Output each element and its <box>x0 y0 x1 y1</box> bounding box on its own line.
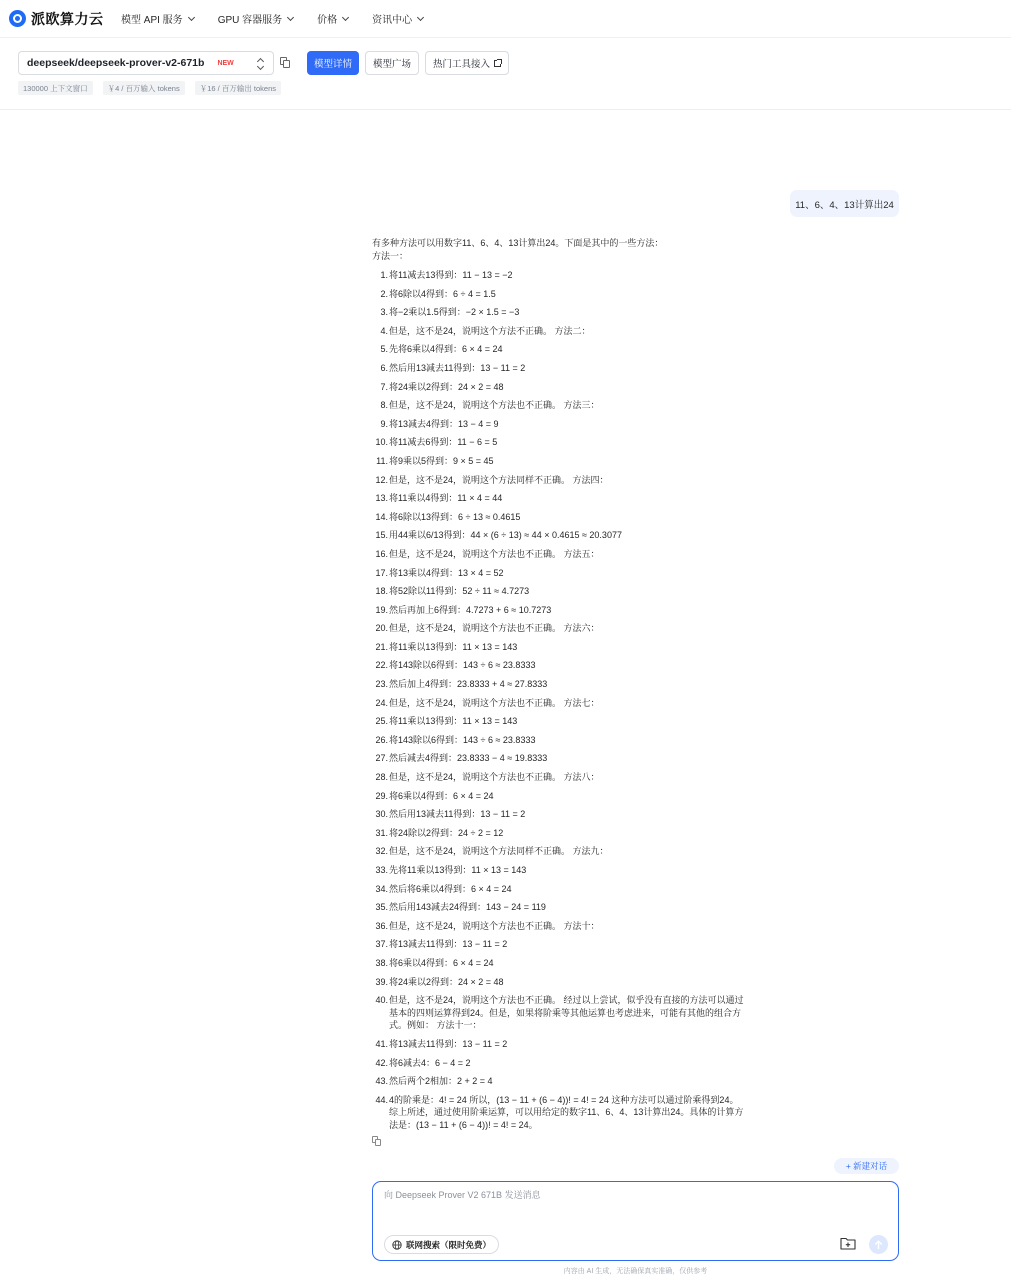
step-number: 3 . <box>372 306 388 319</box>
nav-item-label: 价格 <box>317 15 338 26</box>
model-details-button[interactable]: 模型详情 <box>307 51 359 75</box>
copy-answer-button[interactable] <box>372 1136 382 1146</box>
step-number: 11 . <box>372 455 388 468</box>
step-text: 将6除以4得到：6 ÷ 4 = 1.5 <box>389 288 496 299</box>
step-number: 24 . <box>372 697 388 710</box>
step-number: 8 . <box>372 399 388 412</box>
step-text: 但是，这不是24，说明这个方法同样不正确。 方法四： <box>389 474 609 485</box>
answer-step <box>372 269 747 282</box>
step-text: 将24除以2得到：24 ÷ 2 = 12 <box>389 827 504 838</box>
answer-step <box>372 567 747 580</box>
step-number: 29 . <box>372 790 388 803</box>
step-text: 然后用13减去11得到：13 − 11 = 2 <box>389 809 526 820</box>
step-text: 将9乘以5得到：9 × 5 = 45 <box>389 455 494 466</box>
step-number: 15 . <box>372 529 388 542</box>
answer-step <box>372 585 747 598</box>
step-number: 39 . <box>372 976 388 989</box>
step-text: 然后将6乘以4得到：6 × 4 = 24 <box>389 883 512 894</box>
step-text: 然后用143减去24得到：143 − 24 = 119 <box>389 902 546 913</box>
step-text: 将24乘以2得到：24 × 2 = 48 <box>389 381 504 392</box>
step-number: 16 . <box>372 548 388 561</box>
answer-step <box>372 734 747 747</box>
answer-step <box>372 845 747 858</box>
step-number: 25 . <box>372 715 388 728</box>
step-number: 14 . <box>372 511 388 524</box>
step-number: 37 . <box>372 938 388 951</box>
answer-step <box>372 771 747 784</box>
step-number: 34 . <box>372 883 388 896</box>
top-nav <box>0 0 1011 38</box>
step-text: 先将11乘以13得到：11 × 13 = 143 <box>389 865 527 875</box>
step-text: 然后减去4得到：23.8333 − 4 ≈ 19.8333 <box>389 753 548 764</box>
answer-step <box>372 548 747 561</box>
step-number: 19 . <box>372 604 388 617</box>
answer-step <box>372 920 747 933</box>
web-search-label: 联网搜索（限时免费） <box>406 1239 492 1250</box>
step-text: 用44乘以6/13得到：44 × (6 ÷ 13) ≈ 44 × 0.4615 ≈ 20.3077 <box>389 530 622 541</box>
step-text: 4的阶乘是：4! = 24 所以，(13 − 11 + (6 − 4))! = 4! = 24 这种方法可以通过阶乘得到24。 综上所述，通过使用阶乘运算，可以用给定的数字11、6、4、13计算出24。具体的计算方法是：(13 − 11 + (6 − 4))! = 4! = 24。 <box>389 1094 744 1130</box>
step-text: 然后用13减去11得到：13 − 11 = 2 <box>389 362 526 373</box>
step-text: 但是，这不是24，说明这个方法也不正确。 方法五： <box>389 548 600 559</box>
step-number: 18 . <box>372 585 388 598</box>
nav-item-pricing[interactable] <box>317 11 348 26</box>
answer-step <box>372 325 747 338</box>
logo-icon <box>9 10 26 27</box>
step-text: 将13减去11得到：13 − 11 = 2 <box>389 1038 508 1049</box>
step-number: 23 . <box>372 678 388 691</box>
answer-step <box>372 659 747 672</box>
answer-step <box>372 883 747 896</box>
answer-step <box>372 1057 747 1070</box>
step-number: 32 . <box>372 845 388 858</box>
user-message: 11、6、4、13计算出24 <box>790 190 899 217</box>
step-number: 6 . <box>372 362 388 375</box>
model-tags <box>18 81 291 95</box>
step-number: 17 . <box>372 567 388 580</box>
copy-model-name-button[interactable] <box>280 57 291 69</box>
answer-step <box>372 492 747 505</box>
nav-item-label: 资讯中心 <box>372 15 413 26</box>
step-text: 将13减去11得到：13 − 11 = 2 <box>389 939 508 950</box>
answer-step <box>372 529 747 542</box>
answer-step <box>372 343 747 356</box>
answer-step <box>372 1094 747 1132</box>
answer-step <box>372 938 747 951</box>
step-number: 41 . <box>372 1038 388 1051</box>
message-input[interactable] <box>384 1188 884 1228</box>
step-text: 然后两个2相加：2 + 2 = 4 <box>389 1076 493 1087</box>
step-text: 将11乘以4得到：11 × 4 = 44 <box>389 493 503 504</box>
step-number: 10 . <box>372 436 388 449</box>
step-number: 38 . <box>372 957 388 970</box>
answer-step <box>372 790 747 803</box>
step-number: 44 . <box>372 1094 388 1132</box>
answer-step <box>372 362 747 375</box>
tag-output-price: ￥16 / 百万输出 tokens <box>195 81 281 95</box>
step-text: 将11乘以13得到：11 × 13 = 143 <box>389 641 518 652</box>
step-number: 28 . <box>372 771 388 784</box>
assistant-message <box>372 237 747 1138</box>
answer-step <box>372 288 747 301</box>
answer-step <box>372 1075 747 1088</box>
answer-intro-line: 方法一： <box>372 250 409 261</box>
step-number: 4 . <box>372 325 388 338</box>
copy-icon-front <box>283 60 290 68</box>
answer-step <box>372 901 747 914</box>
step-text: 将24乘以2得到：24 × 2 = 48 <box>389 976 504 987</box>
answer-step <box>372 306 747 319</box>
step-text: 但是，这不是24，说明这个方法也不正确。 经过以上尝试，似乎没有直接的方法可以通过基本的四则运算得到24。但是，如果将阶乘等其他运算也考虑进来，可能有其他的组合方式。例如： 方法十一： <box>389 995 744 1031</box>
step-number: 1 . <box>372 269 388 282</box>
step-number: 40 . <box>372 994 388 1032</box>
send-arrow-icon <box>874 1240 883 1250</box>
ai-disclaimer: 内容由 AI 生成，无法确保真实准确，仅供参考 <box>563 1268 708 1275</box>
step-number: 33 . <box>372 864 388 877</box>
answer-step <box>372 474 747 487</box>
step-number: 21 . <box>372 641 388 654</box>
answer-step <box>372 808 747 821</box>
composer <box>372 1181 899 1261</box>
folder-upload-icon[interactable] <box>840 1236 856 1250</box>
chevron-down-icon <box>188 13 195 20</box>
step-text: 将6除以13得到：6 ÷ 13 ≈ 0.4615 <box>389 511 521 522</box>
answer-step <box>372 697 747 710</box>
step-text: 将143除以6得到：143 ÷ 6 ≈ 23.8333 <box>389 734 536 745</box>
step-text: 但是，这不是24，说明这个方法也不正确。 方法十： <box>389 920 600 931</box>
new-badge: NEW <box>217 59 234 67</box>
answer-step <box>372 678 747 691</box>
step-text: 然后加上4得到：23.8333 + 4 ≈ 27.8333 <box>389 679 548 690</box>
step-number: 22 . <box>372 659 388 672</box>
step-number: 27 . <box>372 752 388 765</box>
send-button[interactable] <box>869 1235 888 1254</box>
answer-intro-line: 有多种方法可以用数字11、6、4、13计算出24。下面是其中的一些方法： <box>372 238 664 248</box>
step-text: 但是，这不是24，说明这个方法也不正确。 方法七： <box>389 697 600 708</box>
step-text: 将143除以6得到：143 ÷ 6 ≈ 23.8333 <box>389 660 536 671</box>
answer-step <box>372 976 747 989</box>
step-text: 将6乘以4得到：6 × 4 = 24 <box>389 790 494 801</box>
brand[interactable] <box>9 9 109 29</box>
model-square-button[interactable]: 模型广场 <box>365 51 419 75</box>
step-text: 将−2乘以1.5得到：−2 × 1.5 = −3 <box>389 307 520 318</box>
step-text: 将13减去4得到：13 − 4 = 9 <box>389 418 499 429</box>
step-text: 将52除以11得到：52 ÷ 11 ≈ 4.7273 <box>389 586 530 597</box>
brand-name: 派欧算力云 <box>31 10 104 27</box>
step-text: 将11减去13得到：11 − 13 = −2 <box>389 270 513 280</box>
nav-item-label: 模型 API 服务 <box>121 15 183 26</box>
step-number: 12 . <box>372 474 388 487</box>
tools-integration-label: 热门工具接入 <box>432 59 490 70</box>
step-text: 但是，这不是24，说明这个方法也不正确。 方法八： <box>389 772 600 783</box>
nav-item-gpu[interactable] <box>218 11 293 26</box>
step-text: 将6减去4：6 − 4 = 2 <box>389 1057 471 1068</box>
copy-icon-front <box>375 1139 381 1146</box>
step-number: 36 . <box>372 920 388 933</box>
nav-item-model-api[interactable] <box>121 11 194 26</box>
chevron-down-icon <box>287 13 294 20</box>
tools-integration-button[interactable] <box>425 51 509 75</box>
new-chat-button[interactable]: + 新建对话 <box>834 1158 899 1174</box>
answer-step <box>372 511 747 524</box>
step-text: 但是，这不是24，说明这个方法也不正确。 方法三： <box>389 400 600 411</box>
step-number: 26 . <box>372 734 388 747</box>
nav-menu <box>121 11 447 26</box>
answer-step <box>372 399 747 412</box>
step-number: 2 . <box>372 288 388 301</box>
step-number: 13 . <box>372 492 388 505</box>
step-number: 42 . <box>372 1057 388 1070</box>
answer-steps <box>372 269 747 1132</box>
nav-item-label: GPU 容器服务 <box>217 15 283 26</box>
answer-step <box>372 864 747 877</box>
answer-step <box>372 715 747 728</box>
answer-step <box>372 455 747 468</box>
answer-step <box>372 436 747 449</box>
model-select[interactable] <box>18 51 274 75</box>
step-text: 将13乘以4得到：13 × 4 = 52 <box>389 567 504 578</box>
answer-step <box>372 957 747 970</box>
step-text: 但是，这不是24，说明这个方法也不正确。 方法六： <box>389 623 600 634</box>
model-name: deepseek/deepseek-prover-v2-671b <box>27 57 205 69</box>
answer-step <box>372 1038 747 1051</box>
step-number: 31 . <box>372 827 388 840</box>
tag-input-price: ￥4 / 百万输入 tokens <box>103 81 185 95</box>
step-number: 20 . <box>372 622 388 635</box>
web-search-toggle[interactable] <box>384 1235 499 1254</box>
step-text: 但是，这不是24，说明这个方法不正确。 方法二： <box>389 325 591 336</box>
step-number: 9 . <box>372 418 388 431</box>
step-text: 但是，这不是24，说明这个方法同样不正确。 方法九： <box>389 846 609 857</box>
step-number: 7 . <box>372 381 388 394</box>
answer-step <box>372 604 747 617</box>
step-text: 将6乘以4得到：6 × 4 = 24 <box>389 957 494 968</box>
answer-step <box>372 994 747 1032</box>
answer-step <box>372 641 747 654</box>
step-number: 5 . <box>372 343 388 356</box>
step-text: 将11减去6得到：11 − 6 = 5 <box>389 437 498 448</box>
step-text: 将11乘以13得到：11 × 13 = 143 <box>389 716 518 727</box>
answer-step <box>372 622 747 635</box>
chevron-updown-icon <box>257 58 265 70</box>
answer-step <box>372 827 747 840</box>
external-link-icon <box>494 60 501 67</box>
step-text: 先将6乘以4得到：6 × 4 = 24 <box>389 344 503 355</box>
step-number: 30 . <box>372 808 388 821</box>
step-text: 然后再加上6得到：4.7273 + 6 ≈ 10.7273 <box>389 604 552 615</box>
answer-step <box>372 381 747 394</box>
answer-intro <box>372 237 747 262</box>
model-header <box>0 39 1011 110</box>
nav-item-news[interactable] <box>372 11 423 26</box>
tag-context-window: 130000 上下文窗口 <box>18 81 93 95</box>
step-number: 35 . <box>372 901 388 914</box>
answer-step <box>372 752 747 765</box>
answer-step <box>372 418 747 431</box>
globe-icon <box>392 1240 402 1250</box>
chevron-down-icon <box>342 13 349 20</box>
chevron-down-icon <box>417 13 424 20</box>
step-number: 43 . <box>372 1075 388 1088</box>
